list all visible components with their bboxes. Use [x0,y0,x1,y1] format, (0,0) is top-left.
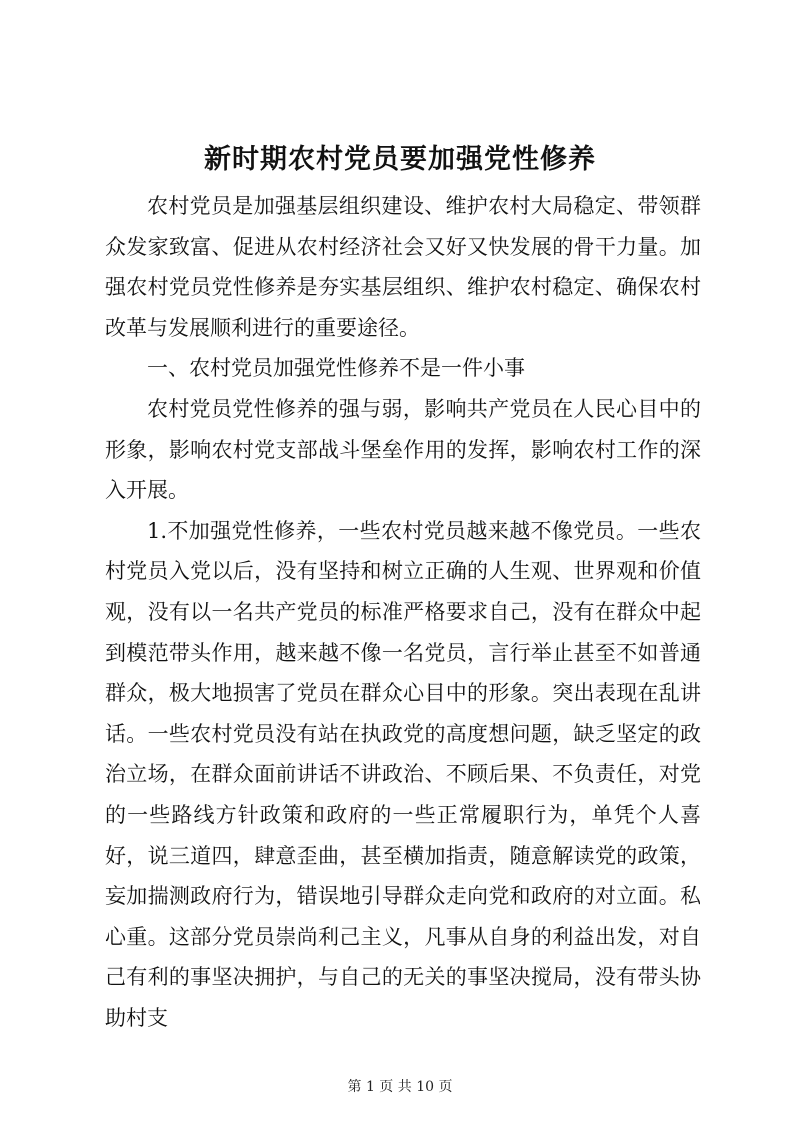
document-body [105,186,701,1038]
paragraph-section-1: 农村党员党性修养的强与弱，影响共产党员在人民心目中的形象，影响农村党支部战斗堡垒作用的发挥，影响农村工作的深入开展。 [105,396,701,503]
paragraph-intro: 农村党员是加强基层组织建设、维护农村大局稳定、带领群众发家致富、促进从农村经济社会又好又快发展的骨干力量。加强农村党员党性修养是夯实基层组织、维护农村稳定、确保农村改革与发展顺利进行的重要途径。 [105,194,701,340]
page-number-footer: 第 1 页 共 10 页 [347,1079,453,1095]
section-heading-1: 一、农村党员加强党性修养不是一件小事 [147,356,525,381]
document-title: 新时期农村党员要加强党性修养 [204,144,596,175]
paragraph-point-1: 1.不加强党性修养，一些农村党员越来越不像党员。一些农村党员入党以后，没有坚持和树立正确的人生观、世界观和价值观，没有以一名共产党员的标准严格要求自己，没有在群众中起到模范带头作用，越来越不像一名党员，言行举止甚至不如普通群众，极大地损害了党员在群众心目中的形象。突出表现在乱讲话。一些农村党员没有站在执政党的高度想问题，缺乏坚定的政治立场，在群众面前讲话不讲政治、不顾后果、不负责任，对党的一些路线方针政策和政府的一些正常履职行为，单凭个人喜好，说三道四，肆意歪曲，甚至横加指责，随意解读党的政策，妄加揣测政府行为，错误地引导群众走向党和政府的对立面。私心重。这部分党员崇尚利己主义，凡事从自身的利益出发，对自己有利的事坚决拥护，与自己的无关的事坚决搅局，没有带头协助村支 [105,518,701,1030]
